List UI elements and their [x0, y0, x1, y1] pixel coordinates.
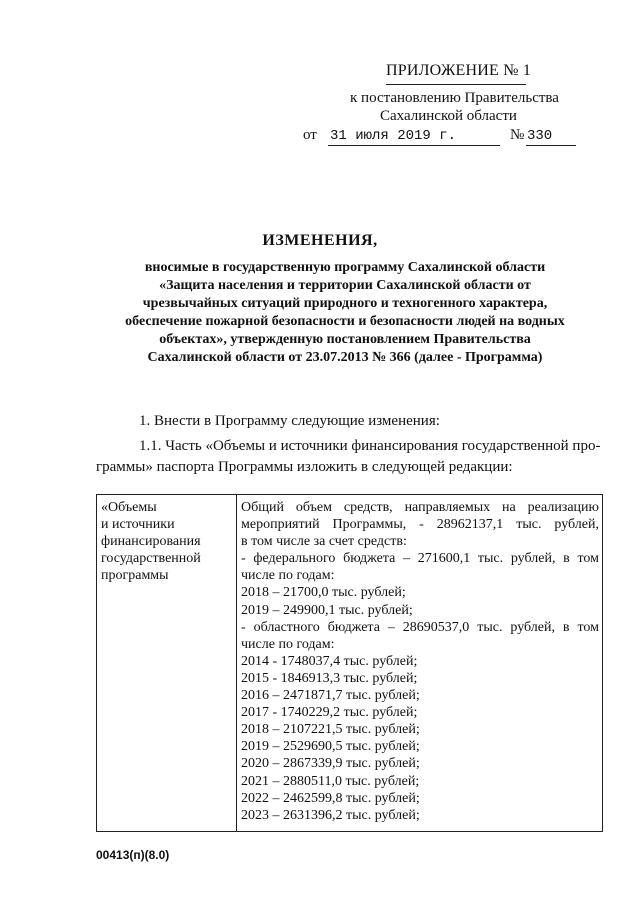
resolution-number: 330 — [527, 128, 553, 144]
right-cell-line: 2023 – 2631396,2 тыс. рублей; — [241, 807, 420, 823]
right-cell-line: 2020 – 2867339,9 тыс. рублей; — [241, 756, 420, 772]
paragraph-1: 1. Внести в Программу следующие изменения: — [139, 413, 440, 429]
subtitle-line: объектах», утвержденную постановлением Правительства — [159, 332, 531, 347]
document-code: 00413(п)(8.0) — [96, 848, 170, 862]
paragraph-1-1-line-2: граммы» паспорта Программы изложить в следующей редакции: — [96, 459, 513, 475]
right-cell-line: Общий объем средств, направляемых на реализацию — [241, 500, 599, 515]
left-cell-line: финансирования — [101, 534, 201, 549]
region-text: Сахалинской области — [380, 108, 517, 124]
right-cell-line: в том числе за счет средств: — [241, 534, 407, 550]
resolution-date: 31 июля 2019 г. — [330, 128, 457, 144]
right-cell-line: - областного бюджета – 28690537,0 тыс. рублей, в том — [241, 619, 599, 635]
left-cell-line: и источники — [101, 517, 175, 532]
appendix-underline — [386, 84, 526, 85]
left-cell-line: программы — [101, 568, 169, 583]
number-label: № — [510, 127, 525, 143]
appendix-label: ПРИЛОЖЕНИЕ № 1 — [386, 62, 532, 79]
table-right-cell — [241, 499, 599, 824]
right-cell-line: мероприятий Программы, - 28962137,1 тыс. рублей, — [241, 517, 599, 533]
left-cell-line: «Объемы — [101, 500, 157, 515]
right-cell-line: 2019 – 2529690,5 тыс. рублей; — [241, 739, 420, 755]
right-cell-line: - федерального бюджета – 271600,1 тыс. рублей, в том — [241, 551, 599, 567]
right-cell-line: 2018 – 21700,0 тыс. рублей; — [241, 585, 406, 601]
subtitle-line: вносимые в государственную программу Сахалинской области — [144, 260, 546, 275]
right-cell-line: 2021 – 2880511,0 тыс. рублей; — [241, 773, 420, 789]
document-title: ИЗМЕНЕНИЯ, — [262, 232, 378, 249]
left-cell-line: государственной — [101, 551, 201, 566]
right-cell-line: 2017 - 1740229,2 тыс. рублей; — [241, 705, 418, 721]
right-cell-line: числе по годам: — [241, 636, 335, 652]
right-cell-line: 2019 – 249900,1 тыс. рублей; — [241, 602, 413, 618]
subtitle-line: Сахалинской области от 23.07.2013 № 366 (далее - Программа) — [147, 350, 543, 365]
subtitle-line: чрезвычайных ситуаций природного и техногенного характера, — [142, 296, 548, 311]
right-cell-line: числе по годам: — [241, 568, 335, 584]
document-subtitle — [100, 259, 590, 367]
paragraph-1-1-line-1: 1.1. Часть «Объемы и источники финансирования государственной про- — [139, 438, 601, 454]
table-column-divider — [236, 494, 237, 832]
right-cell-line: 2014 - 1748037,4 тыс. рублей; — [241, 653, 418, 669]
right-cell-line: 2015 - 1846913,3 тыс. рублей; — [241, 670, 418, 686]
subtitle-line: «Защита населения и территории Сахалинской области от — [159, 278, 531, 293]
number-underline — [526, 145, 576, 146]
right-cell-line: 2016 – 2471871,7 тыс. рублей; — [241, 688, 420, 704]
right-cell-line: 2018 – 2107221,5 тыс. рублей; — [241, 722, 420, 738]
table-left-cell — [101, 499, 233, 584]
date-underline — [328, 145, 500, 146]
subtitle-line: обеспечение пожарной безопасности и безопасности людей на водных — [125, 314, 565, 329]
date-from-label: от — [303, 127, 317, 143]
to-resolution-text: к постановлению Правительства — [350, 90, 559, 106]
right-cell-line: 2022 – 2462599,8 тыс. рублей; — [241, 790, 420, 806]
